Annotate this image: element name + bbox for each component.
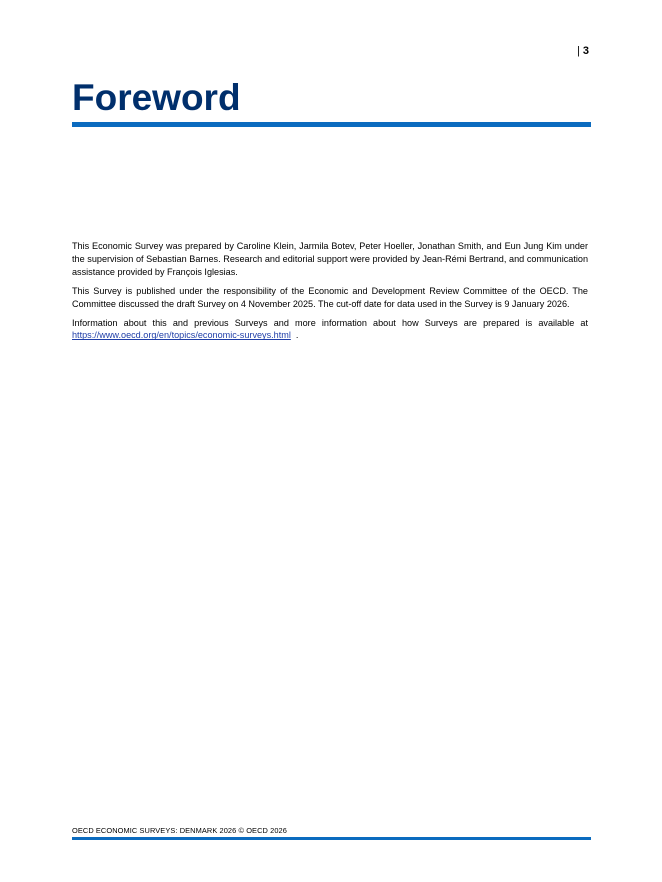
title-rule xyxy=(72,122,591,127)
footer-rule xyxy=(72,837,591,840)
page-number xyxy=(577,45,589,57)
paragraph-authors: This Economic Survey was prepared by Caroline Klein, Jarmila Botev, Peter Hoeller, Jonathan Smith, and Eun Jung Kim under the supervision of Sebastian Barnes. Research and editorial support were provided by Jean-Rémi Bertrand, and communication assistance provided by François Iglesias. xyxy=(72,241,588,277)
foreword-body xyxy=(72,240,588,348)
economic-surveys-link[interactable]: https://www.oecd.org/en/topics/economic-surveys.html xyxy=(72,330,291,341)
paragraph-responsibility: This Survey is published under the responsibility of the Economic and Development Review Committee of the OECD. The Committee discussed the draft Survey on 4 November 2025. The cut-off date for data used in the Survey is 9 January 2026. xyxy=(72,285,588,309)
paragraph-information-text: Information about this and previous Surveys and more information about how Surveys are prepared is available at xyxy=(72,317,588,328)
paragraph-information-end: . xyxy=(295,330,299,341)
page-title: Foreword xyxy=(72,77,241,118)
paragraph-information xyxy=(72,317,588,343)
page-number-value: 3 xyxy=(582,45,589,57)
page-number-separator: | xyxy=(577,45,580,57)
footer-text: OECD ECONOMIC SURVEYS: DENMARK 2026 © OECD 2026 xyxy=(72,826,287,835)
